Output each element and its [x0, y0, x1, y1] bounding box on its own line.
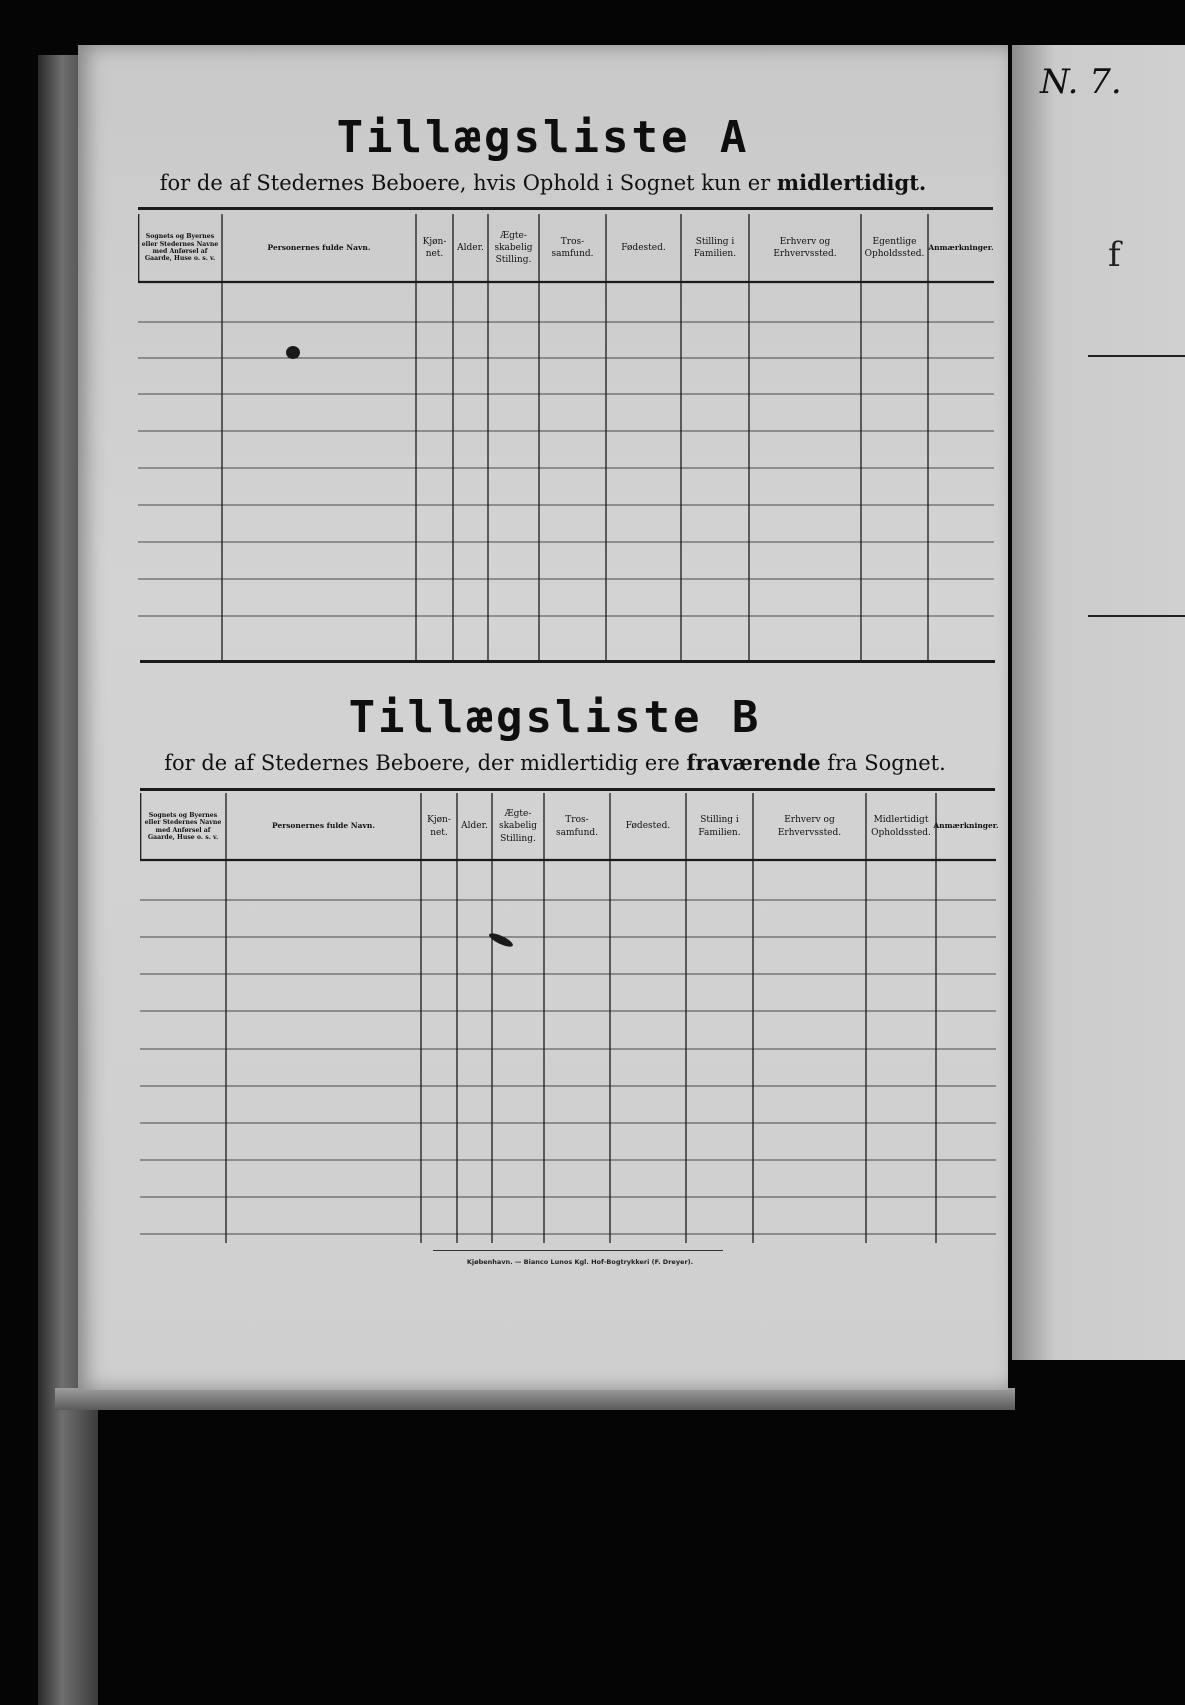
printer-imprint: Kjøbenhavn. — Bianco Lunos Kgl. Hof-Bogtrykkeri (F. Dreyer).: [466, 1258, 694, 1266]
column-header: Sognets og Byernes eller Stedernes Navne med Anførsel af Gaarde, Huse o. s. v.: [144, 811, 222, 841]
list-b-top-rule: [140, 788, 995, 791]
list-b-subtitle-end: fra Sognet.: [820, 751, 946, 775]
list-a-top-rule: [138, 207, 993, 210]
column-header: Ægte-skabelig Stilling.: [498, 809, 538, 844]
column-header: Erhverv og Erhvervssted.: [777, 815, 842, 838]
column-header: Fødested.: [625, 821, 671, 832]
imprint-rule: [433, 1250, 723, 1251]
list-a-bottom-rule: [140, 660, 995, 663]
list-b-subtitle-emphasis: fraværende: [686, 750, 821, 775]
list-a-subtitle-text: for de af Stedernes Beboere, hvis Ophold i Sognet kun er: [159, 171, 777, 195]
list-a-title: Tillægsliste A: [336, 112, 750, 163]
column-header: Alder.: [461, 821, 488, 832]
adjacent-page-letter: f: [1108, 235, 1121, 275]
list-b-title: Tillægsliste B: [348, 692, 762, 743]
list-b-subtitle-text: for de af Stedernes Beboere, der midlertidig ere: [164, 751, 687, 775]
page-bottom-edge: [55, 1388, 1015, 1410]
column-header: Ægte-skabelig Stilling.: [494, 230, 533, 266]
column-header: Kjøn-net.: [422, 236, 447, 259]
adjacent-page-rule: [1088, 615, 1185, 617]
list-a-table: [138, 214, 994, 660]
column-header: Kjøn-net.: [427, 815, 451, 838]
column-header: Erhverv og Erhvervssted.: [773, 236, 837, 259]
column-header: Personernes fulde Navn.: [267, 242, 371, 252]
list-b-subtitle: [90, 750, 1020, 775]
list_b-grid-lines: [140, 793, 999, 1243]
list_a-grid-lines: [138, 214, 994, 660]
adjacent-page: [1012, 45, 1185, 1360]
list-a-subtitle-emphasis: midlertidigt.: [776, 170, 927, 195]
column-header: Anmærkninger.: [928, 242, 994, 252]
column-header: Sognets og Byernes eller Stedernes Navne med Anførsel af Gaarde, Huse o. s. v.: [141, 233, 219, 263]
column-header: Egentlige Opholdssted.: [864, 236, 925, 259]
column-header: Tros-samfund.: [555, 815, 599, 838]
adjacent-page-number: N. 7.: [1040, 62, 1122, 102]
column-header: Tros-samfund.: [551, 236, 594, 259]
column-header: Personernes fulde Navn.: [272, 821, 375, 831]
column-header: Stilling i Familien.: [698, 815, 741, 838]
list-b-table: [140, 793, 999, 1243]
column-header: Fødested.: [621, 242, 666, 253]
ink-blot: [286, 346, 300, 359]
column-header: Alder.: [457, 242, 484, 253]
column-header: Anmærkninger.: [933, 821, 999, 831]
column-header: Midlertidigt Opholdssted.: [871, 815, 931, 838]
list-a-subtitle: [78, 170, 1008, 195]
adjacent-page-rule: [1088, 355, 1185, 357]
column-header: Stilling i Familien.: [693, 236, 737, 259]
